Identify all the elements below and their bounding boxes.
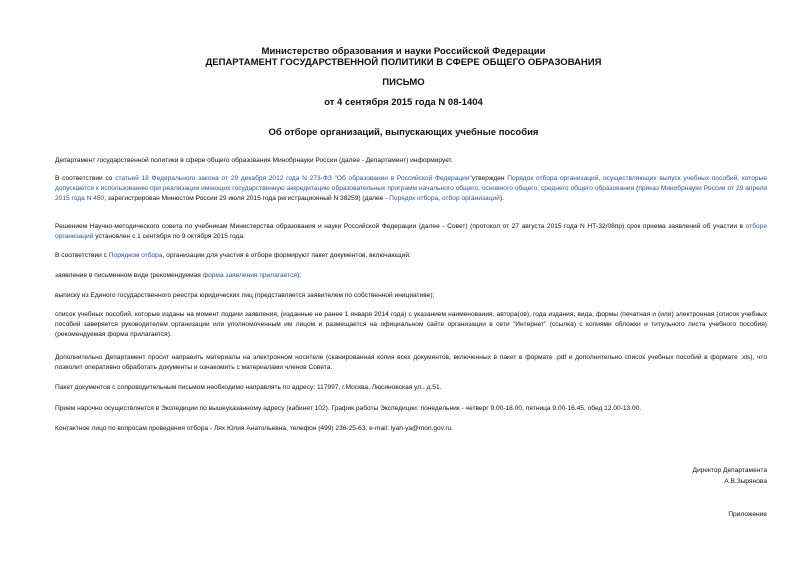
list-item-application xyxy=(55,271,767,281)
paragraph-documents xyxy=(55,251,767,261)
paragraph-documents-text-1: В соответствии с xyxy=(55,252,109,259)
department-name: ДЕПАРТАМЕНТ ГОСУДАРСТВЕННОЙ ПОЛИТИКИ В СФЕРЕ ОБЩЕГО ОБРАЗОВАНИЯ xyxy=(205,57,602,68)
list-item-textbook-list: список учебных пособий, которые изданы на момент подачи заявления, (изданные не ранее 1 января 2014 года) с указанием наименования, автора(ов), года издания, вида, формы (печатная и (или) электронная (список учебных пособий заверяется руководителем организации или уполномоченным им лицом и размещается на официальном сайте организации в сети "Интернет" (ссылка) с копиями обложки и титульного листа учебного пособия) (рекомендуемая форма прилагается). xyxy=(55,311,767,338)
paragraph-order-text-4: , зарегистрирован Минюстом России 29 июля 2015 года регистрационный N 38259) (далее - xyxy=(104,195,390,202)
paragraph-order-text-2: утвержден xyxy=(471,175,508,182)
paragraph-council-text-1: Решением Научно-методического совета по учебникам Министерства образования и науки Российской Федерации (далее - Совет) (протокол от 27 августа 2015 года N НТ-32/08пр) срок приема заявлений об участии в xyxy=(55,223,746,230)
document-subject: Об отборе организаций, выпускающих учебные пособия xyxy=(268,127,539,138)
paragraph-intro-text: Департамент государственной политики в сфере общего образования Минобрнауки России (далее - Департамент) информирует. xyxy=(55,157,453,164)
signature-name: А.В.Зырянова xyxy=(724,478,767,485)
ministry-order-link[interactable]: приказ Минобрнауки России от 29 апреля 2015 года N 450 xyxy=(55,185,767,202)
signature-position: Директор Департамента xyxy=(692,467,767,474)
paragraph-electronic-materials: Дополнительно Департамент просит направить материалы на электронном носителе (сканированная копия всех документов, включенных в пакет в формате .pdf и дополнительно список учебных пособий в формате .xls), что позволит оперативно обработать документы и ознакомить с материалами членов Совета. xyxy=(55,354,767,371)
paragraph-contact-person: Контактное лицо по вопросам проведения отбора - Лях Юлия Анатольевна, телефон (499) 236-25-63, e-mail: lyah-ya@mon.gov.ru. xyxy=(55,425,454,432)
paragraph-documents-text-2: , организации для участия в отборе формируют пакет документов, включающий: xyxy=(162,252,411,259)
paragraph-order xyxy=(55,174,767,204)
list-item-registry-extract: выписку из Единого государственного реестра юридических лиц (представляется заявителем по собственной инициативе); xyxy=(55,292,435,299)
law-article-link[interactable]: статьей 18 Федерального закона от 29 декабря 2012 года N 273-ФЗ "Об образовании в Российской Федерации" xyxy=(115,175,472,182)
list-item-application-text-1: заявление в письменном виде (рекомендуемая xyxy=(55,272,203,279)
ministry-name: Министерство образования и науки Российской Федерации xyxy=(261,46,546,57)
paragraph-intro xyxy=(55,156,767,166)
appendix-label: Приложение xyxy=(728,511,767,518)
selection-link[interactable]: отборе организаций xyxy=(55,223,767,240)
selection-procedure-link[interactable]: Порядок отбора организаций, осуществляющих выпуск учебных пособий, которые допускаются к использованию при реализации имеющих государственную аккредитацию образовательных программ начального общего, основного общего, среднего общего образования xyxy=(55,175,767,192)
paragraph-reception-hours: Прием нарочно осуществляется в Экспедиции по вышеуказанному адресу (кабинет 102). График работы Экспедиции: понедельник - четверг 9.00-18.00, пятница 9.00-16.45, обед 12.00-13.00. xyxy=(55,405,642,412)
paragraph-council-decision xyxy=(55,222,767,242)
paragraph-council-text-2: установлен с 1 сентября по 9 октября 2015 года. xyxy=(93,233,245,240)
paragraph-order-text-5: ). xyxy=(499,195,504,202)
list-item-application-text-2: ); xyxy=(296,272,301,279)
paragraph-order-text-1: В соответствии со xyxy=(55,175,116,182)
document-type: ПИСЬМО xyxy=(382,77,425,88)
paragraph-mailing-address: Пакет документов с сопроводительным письмом необходимо направлять по адресу: 117997, г.Москва, Люсиновская ул., д.51. xyxy=(55,384,442,391)
procedure-link[interactable]: Порядком отбора xyxy=(108,252,163,259)
procedure-short-link[interactable]: Порядок отбора, отбор организаций xyxy=(389,195,500,202)
application-form-link[interactable]: форма заявления прилагается xyxy=(202,272,297,279)
paragraph-order-text-3: ( xyxy=(634,185,639,192)
document-date-number: от 4 сентября 2015 года N 08-1404 xyxy=(324,97,483,108)
